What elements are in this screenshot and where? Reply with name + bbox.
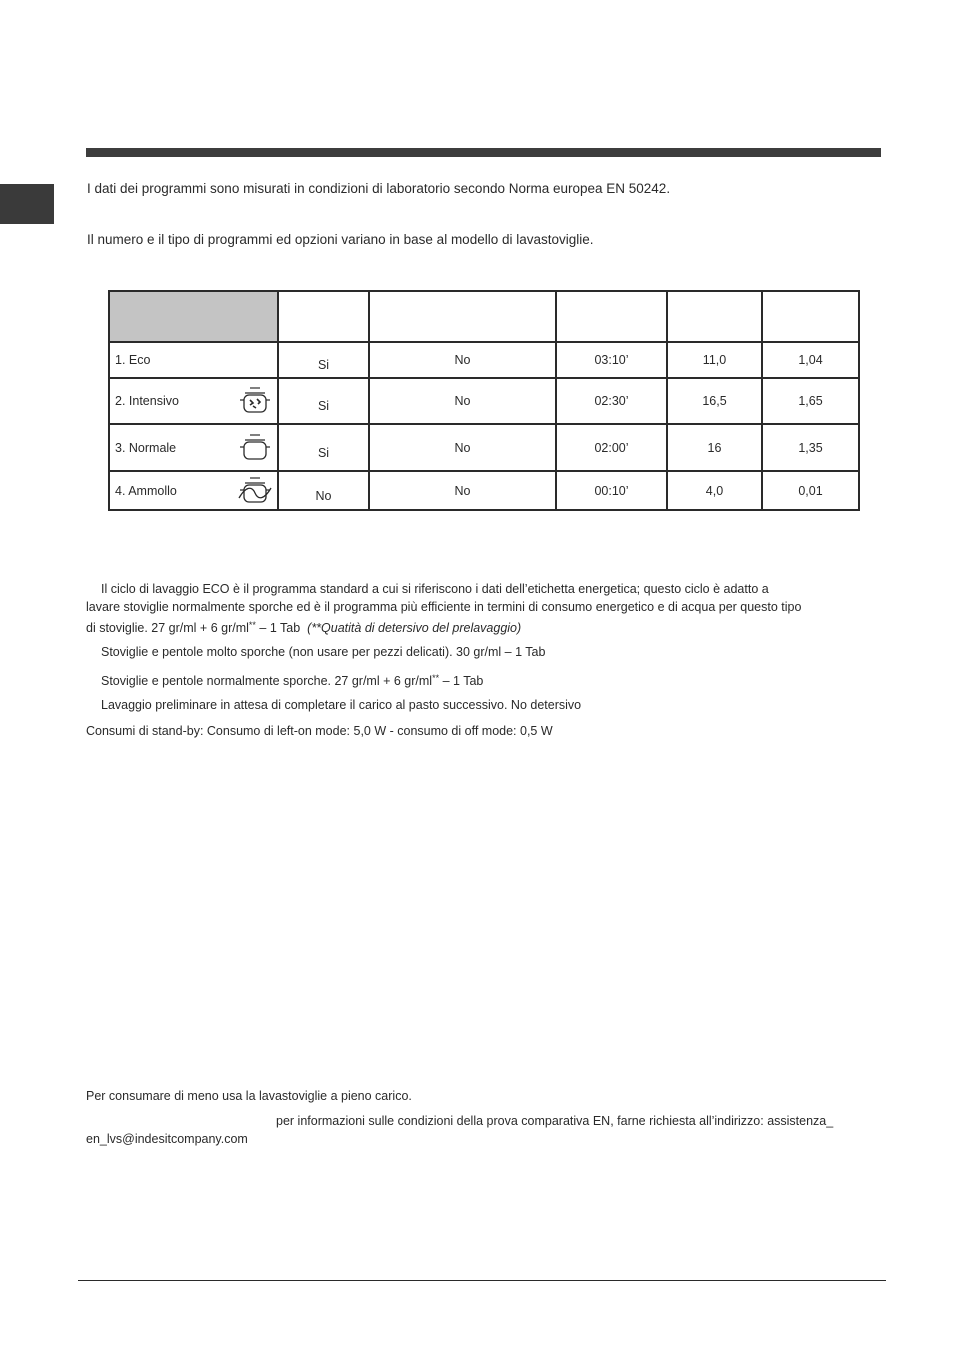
table-row [109, 471, 859, 510]
info-line-2-email: en_lvs@indesitcompany.com [86, 1132, 248, 1146]
table-row [109, 378, 859, 424]
option-cell: No [369, 471, 556, 510]
energy-cell: 1,04 [762, 342, 859, 378]
header-cell-4 [667, 291, 762, 342]
prelavaggio-cell: Si [278, 424, 369, 471]
water-cell: 4,0 [667, 471, 762, 510]
prelavaggio-cell: Si [278, 342, 369, 378]
note-normale: Stoviglie e pentole normalmente sporche. 27 gr/ml + 6 gr/ml** – 1 Tab [101, 673, 484, 688]
header-cell-3 [556, 291, 667, 342]
note-eco-line-1: Il ciclo di lavaggio ECO è il programma standard a cui si riferiscono i dati dell’etichetta energetica; questo ciclo è adatto a [101, 582, 769, 596]
table-header-row [109, 291, 859, 342]
pot-intensive-icon [238, 386, 272, 416]
info-line-1: per informazioni sulle condizioni della prova comparativa EN, farne richiesta all’indirizzo: assistenza_ [276, 1114, 834, 1128]
page-tab-marker [0, 184, 54, 224]
energy-cell: 0,01 [762, 471, 859, 510]
program-name: 3. Normale [109, 424, 278, 471]
header-cell-1 [278, 291, 369, 342]
duration-cell: 03:10’ [556, 342, 667, 378]
note-eco-line-3: di stoviglie. 27 gr/ml + 6 gr/ml** – 1 Tab (**Quatità di detersivo del prelavaggio) [86, 620, 522, 635]
program-name: 1. Eco [109, 342, 278, 378]
prelavaggio-cell: Si [278, 378, 369, 424]
duration-cell: 02:00’ [556, 424, 667, 471]
intro-line-1: I dati dei programmi sono misurati in condizioni di laboratorio secondo Norma europea EN 50242. [87, 181, 671, 196]
water-cell: 11,0 [667, 342, 762, 378]
note-eco-line-2: lavare stoviglie normalmente sporche ed è il programma più efficiente in termini di consumo energetico e di acqua per questo tipo [86, 600, 802, 614]
note-ammollo: Lavaggio preliminare in attesa di completare il carico al pasto successivo. No detersivo [101, 698, 582, 712]
program-name: 4. Ammollo [109, 471, 278, 510]
pot-normal-icon [238, 433, 272, 463]
note-standby: Consumi di stand-by: Consumo di left-on mode: 5,0 W - consumo di off mode: 0,5 W [86, 724, 553, 738]
water-cell: 16,5 [667, 378, 762, 424]
prelavaggio-cell: No [278, 471, 369, 510]
duration-cell: 02:30’ [556, 378, 667, 424]
program-name: 2. Intensivo [109, 378, 278, 424]
water-cell: 16 [667, 424, 762, 471]
intro-line-2: Il numero e il tipo di programmi ed opzioni variano in base al modello di lavastoviglie. [87, 232, 594, 247]
footer-rule [78, 1280, 886, 1281]
tip-full-load: Per consumare di meno usa la lavastoviglie a pieno carico. [86, 1089, 412, 1103]
pot-soak-icon [238, 476, 272, 506]
header-rule [86, 148, 881, 157]
option-cell: No [369, 378, 556, 424]
table-row [109, 424, 859, 471]
table-row [109, 342, 859, 378]
note-intensivo: Stoviglie e pentole molto sporche (non usare per pezzi delicati). 30 gr/ml – 1 Tab [101, 645, 546, 659]
option-cell: No [369, 424, 556, 471]
energy-cell: 1,65 [762, 378, 859, 424]
option-cell: No [369, 342, 556, 378]
header-cell-5 [762, 291, 859, 342]
energy-cell: 1,35 [762, 424, 859, 471]
header-cell-2 [369, 291, 556, 342]
duration-cell: 00:10’ [556, 471, 667, 510]
header-cell-program [109, 291, 278, 342]
program-table [108, 290, 860, 511]
